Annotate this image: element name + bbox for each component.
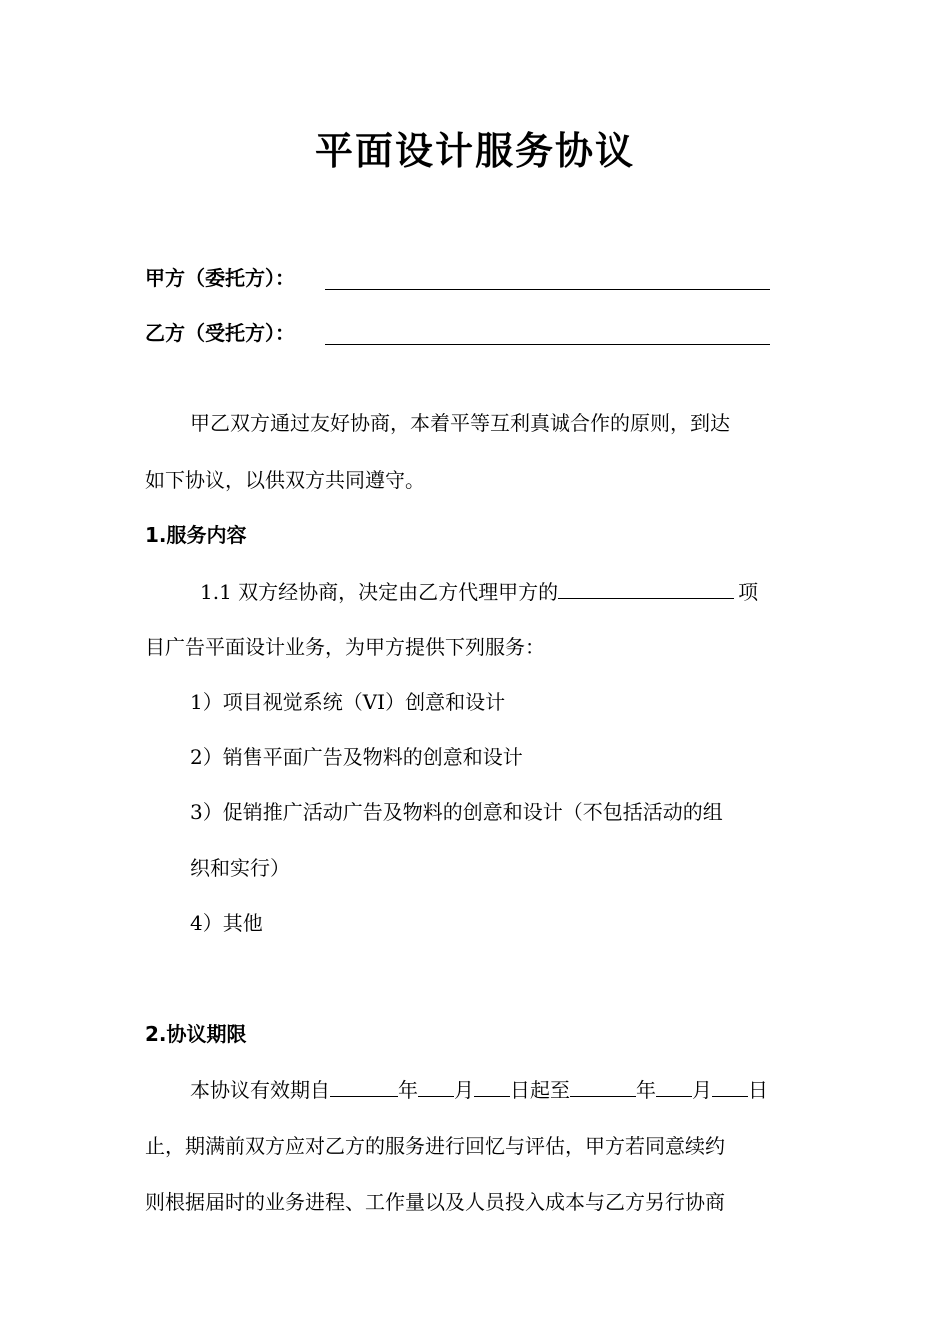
service-item-1: 1）项目视觉系统（VI）创意和设计 (190, 690, 506, 714)
start-month-label: 月 (454, 1078, 474, 1102)
term-line-2: 止，期满前双方应对乙方的服务进行回忆与评估，甲方若同意续约 (145, 1134, 725, 1158)
start-month-blank[interactable] (418, 1074, 454, 1097)
section-2-heading: 2.协议期限 (145, 1022, 247, 1046)
clause-1-1-line-1 (200, 576, 758, 607)
term-line-1 (190, 1074, 768, 1105)
clause-1-1-suffix: 项 (738, 580, 759, 604)
end-month-label: 月 (692, 1078, 712, 1102)
start-year-blank[interactable] (330, 1074, 398, 1097)
party-b-blank[interactable] (325, 344, 770, 345)
term-start-label: 本协议有效期自 (190, 1078, 330, 1102)
party-b-label: 乙方（受托方）： (145, 321, 295, 345)
start-day-label: 日起至 (510, 1078, 570, 1102)
service-item-3: 3）促销推广活动广告及物料的创意和设计（不包括活动的组 (190, 800, 723, 824)
start-day-blank[interactable] (474, 1074, 510, 1097)
project-name-blank[interactable] (558, 576, 734, 599)
preamble-line-2: 如下协议，以供双方共同遵守。 (145, 468, 425, 492)
service-item-4: 4）其他 (190, 911, 263, 935)
start-year-label: 年 (398, 1078, 418, 1102)
party-a-blank[interactable] (325, 289, 770, 290)
term-line-3: 则根据届时的业务进程、工作量以及人员投入成本与乙方另行协商 (145, 1190, 725, 1214)
end-day-blank[interactable] (712, 1074, 748, 1097)
service-item-2: 2）销售平面广告及物料的创意和设计 (190, 745, 523, 769)
end-year-label: 年 (636, 1078, 656, 1102)
section-1-heading: 1.服务内容 (145, 523, 247, 547)
preamble-line-1: 甲乙双方通过友好协商，本着平等互利真诚合作的原则，到达 (190, 411, 730, 435)
clause-1-1-prefix: 1.1 双方经协商，决定由乙方代理甲方的 (200, 580, 559, 604)
document-title: 平面设计服务协议 (314, 129, 635, 173)
service-item-3-continued: 织和实行） (190, 856, 290, 880)
end-day-label: 日 (748, 1078, 768, 1102)
end-month-blank[interactable] (656, 1074, 692, 1097)
party-a-label: 甲方（委托方）： (145, 266, 295, 290)
clause-1-1-line-2: 目广告平面设计业务，为甲方提供下列服务： (145, 635, 545, 659)
end-year-blank[interactable] (570, 1074, 636, 1097)
